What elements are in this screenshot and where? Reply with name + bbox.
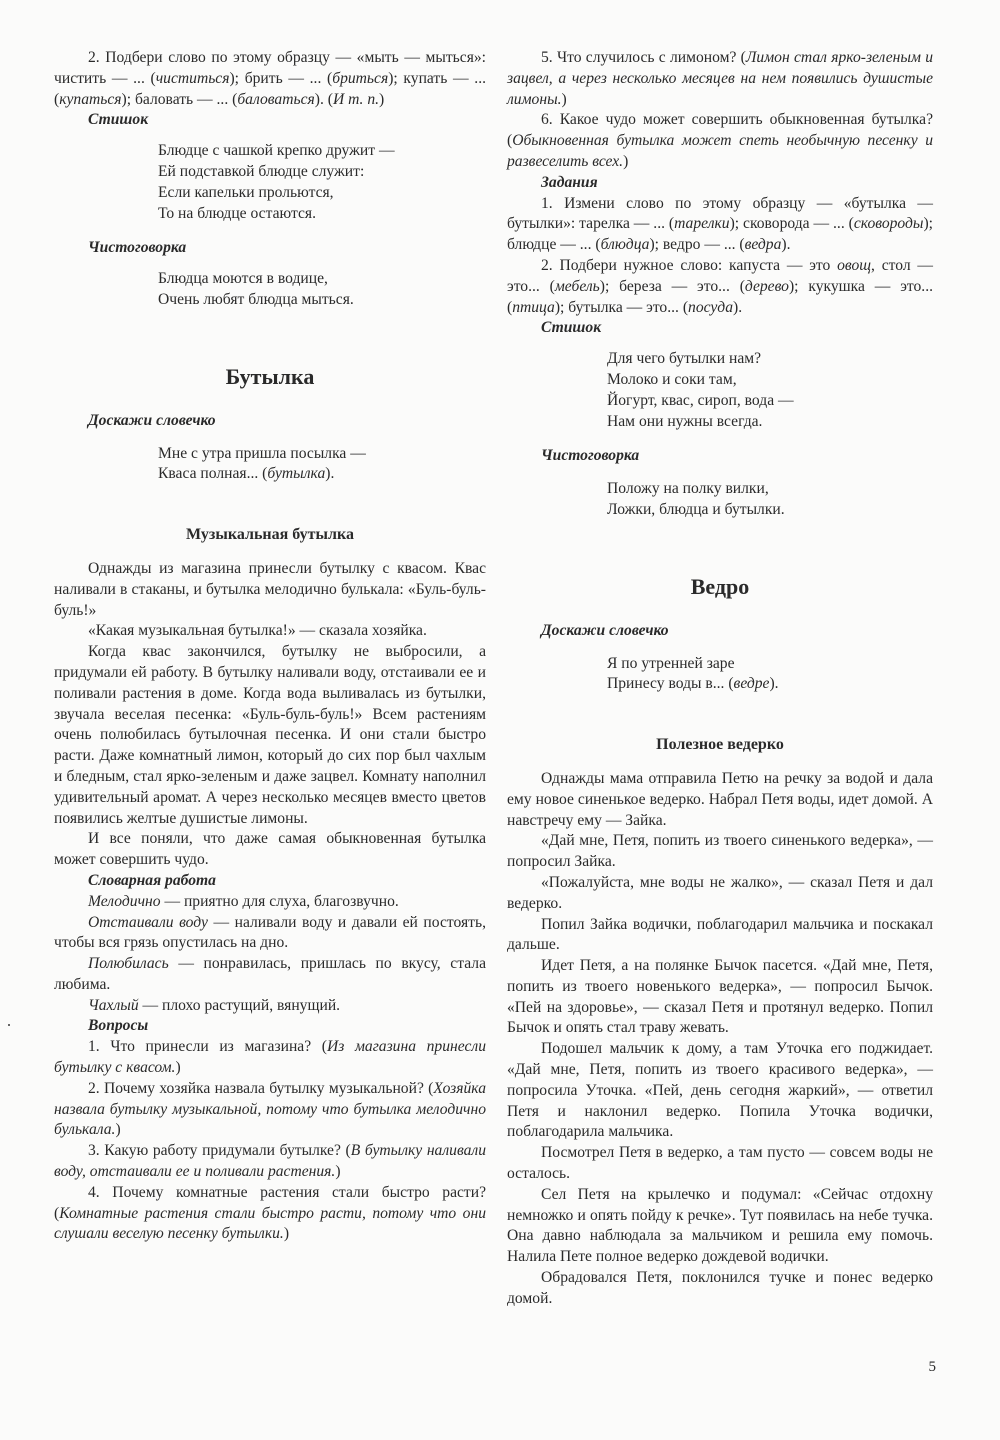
question [54,1079,486,1141]
story-body [54,559,486,871]
question-text: ) [561,90,567,108]
stishok-poem [607,349,933,432]
exercise-text: ); купать — ... ( [54,69,487,108]
paragraph: «Какая музыкальная бутылка!» — сказала хозяйка. [88,622,427,640]
question-text: 2. Почему хозяйка назвала бутылку музыкальной? ( [88,1079,434,1097]
answer: тарелки [674,215,730,233]
question-text: 4. Почему комнатные растения стали быстро расти? ( [54,1183,486,1222]
exercise-text: 2. Подбери нужное слово: капуста — это [541,256,838,274]
exercise-text: ); баловать — ... ( [121,90,238,108]
exercise-text: , стол — это... ( [507,256,933,295]
answer: блюдца [600,236,650,254]
exercise-text: ); бутылка — это... ( [554,298,689,316]
question-text: ) [283,1225,290,1243]
question-text: 6. Какое чудо может совершить обыкновенная бутылка? ( [507,111,933,150]
paragraph: Обрадовался Петя, поклонился тучке и понес ведерко домой. [507,1269,933,1307]
answer: посуда [688,298,733,316]
vocab-item [54,913,486,955]
section-title-butylka: Бутылка [225,363,315,389]
poem-line: Блюдце с чашкой крепко дружит — [158,142,395,160]
right-column [507,48,933,1310]
answer: баловаться [237,90,315,108]
poem-line: Положу на полку вилки, [607,480,769,498]
doskazhi-heading: Доскажи словечко [88,411,216,429]
question [54,1037,486,1079]
exercise-text: ); брить — ... ( [229,69,333,87]
question-text: 5. Что случилось с лимоном? ( [541,49,746,66]
exercise-text: ); сковорода — ... ( [729,215,854,233]
poem-line: Я по утренней заре [607,654,735,672]
vocab-def: — плохо растущий, вянущий. [138,996,341,1014]
doskazhi-poem [607,654,933,696]
answer: овощ [837,256,872,274]
poem-line: Блюдца моются в водице, [158,270,328,288]
poem-line: Ложки, блюдца и бутылки. [607,500,785,518]
answer: В бутылку наливали воду, отстаивали ее и поливали растения. [54,1142,487,1181]
answer: бутылка [267,465,326,483]
story-title: Музыкальная бутылка [186,526,354,544]
poem-line [158,464,486,485]
exercise-text: 2. Подбери слово по этому образцу — «мыть — мыться»: чистить — ... ( [54,49,486,87]
answer: птица [512,298,555,316]
answer: чиститься [155,69,230,87]
question-text: 3. Какую работу придумали бутылке? ( [88,1142,351,1160]
exercise-text: ). [781,236,791,254]
chistogovorka-poem [158,269,486,311]
exercise-1 [507,194,933,256]
answer: сковороды [853,215,924,233]
question-text: 1. Что принесли из магазина? ( [88,1038,327,1056]
paragraph: Однажды мама отправила Петю на речку за водой и дала ему новое синенькое ведерко. Набрал Петя воды, идет домой. А навстречу ему — Зайка. [507,769,933,829]
poem-line: Молоко и соки там, [607,370,737,388]
poem-text: ). [325,465,335,483]
question-text: ) [623,152,629,170]
poem-line: Йогурт, квас, сироп, вода — [607,391,794,409]
vocab-term: Полюбилась [88,955,169,973]
story-body [507,769,933,1310]
poem-line: То на блюдце остаются. [158,204,316,222]
answer: Обыкновенная бутылка может спеть необычную песенку и развеселить всех. [507,132,933,170]
vocab-term: Чахлый [88,996,139,1014]
answer: ведре [733,675,770,693]
vocab-def: — приятно для слуха, благозвучно. [160,892,399,910]
vocab-def: — наливали воду и давали ей постоять, чтобы вся грязь опустилась на дно. [54,913,486,952]
chistogovorka-heading: Чистоговорка [88,239,187,257]
paragraph: И все поняли, что даже самая обыкновенная бутылка может совершить чудо. [54,830,486,869]
exercise-text: ) [379,90,385,108]
answer: бриться [332,69,389,87]
paragraph: Когда квас закончился, бутылку не выбросили, а придумали ей работу. В бутылку наливали воду, отстаивали ее и поливали растения в доме. Когда вода выливалась из бутылки, звучала веселая песенка: «Буль-буль-буль!» Всем растениям очень полюбилась бутылочная песенка. И они стали быстро расти. Даже комнатный лимон, который до сих пор был чахлым и бледным, стал ярко-зеленым и даже зацвел. Комнату наполнил удивительный аромат. А через несколько месяцев вместо цветов появились желтые душистые лимоны. [54,643,486,827]
answer: купаться [59,90,122,108]
answer: Лимон стал ярко-зеленым и зацвел, а через несколько месяцев на нем появились душистые лимоны. [507,49,933,108]
left-column [54,48,486,1245]
scan-speck [8,1024,10,1026]
answer: ведра [744,236,782,254]
exercise-text: ); кукушка — это... ( [507,277,933,316]
exercise-text: ). ( [314,90,333,108]
stishok-poem [158,141,486,224]
vocab-item [54,996,486,1017]
question-text: ) [175,1059,181,1077]
poem-line: Нам они нужны всегда. [607,412,763,430]
paragraph: «Пожалуйста, мне воды не жалко», — сказал Петя и дал ведерко. [507,873,933,912]
zadaniya-heading: Задания [541,173,598,191]
question [507,48,933,110]
poem-line: Ей подставкой блюдце служит: [158,162,365,180]
stishok-heading: Стишок [88,111,149,129]
poem-line: Для чего бутылки нам? [607,350,762,368]
stishok-heading: Стишок [541,319,602,337]
exercise-text: ); береза — это... ( [599,277,745,295]
paragraph: Идет Петя, а на полянке Бычок пасется. «Дай мне, Петя, попить из твоего новенького ведерка», — попросил Бычок. «Пей на здоровье», — сказал Петя и протянул ведерко. Попил Бычок и опять стал траву жевать. [507,957,933,1037]
answer: мебель [554,277,600,295]
section-title-vedro: Ведро [690,573,750,599]
question [507,110,933,172]
chistogovorka-heading: Чистоговорка [541,447,640,465]
vocab-item [54,892,486,913]
question-text: ) [335,1163,341,1181]
questions-heading: Вопросы [88,1017,149,1035]
story-title: Полезное ведерко [656,736,784,754]
exercise-text: ). [733,298,743,316]
vocab-item [54,954,486,996]
exercise-text: ); блюдце — ... ( [507,215,933,254]
vocab-heading: Словарная работа [88,871,216,889]
answer: Хозяйка назвала бутылку музыкальной, потому что бутылка мелодично булькала. [54,1079,486,1139]
question-text: ) [115,1121,121,1139]
doskazhi-heading: Доскажи словечко [541,621,669,639]
question [54,1183,486,1245]
question [54,1141,486,1183]
paragraph: Посмотрел Петя в ведерко, а там пусто — совсем воды не осталось. [507,1144,933,1183]
poem-line: Если капельки прольются, [158,183,334,201]
paragraph: Подошел мальчик к дому, а там Уточка его поджидает. «Дай мне, Петя, попить из твоего красивого ведерка», — попросила Уточка. «Пей, день сегодня жаркий», — ответил Петя и наклонил ведерко. Попила Уточка водички, поблагодарила мальчика. [507,1040,933,1141]
answer: дерево [744,277,789,295]
poem-line: Мне с утра пришла посылка — [158,444,366,462]
paragraph: Сел Петя на крылечко и подумал: «Сейчас отдохну немножко и опять пойду к речке». Тут появилась на небе тучка. Она давно наблюдала за мальчиком и решила ему помочь. Налила Пете полное ведерко дождевой водички. [507,1185,933,1266]
exercise-2 [54,48,486,110]
paragraph: Попил Зайка водички, поблагодарил мальчика и поскакал дальше. [507,915,933,954]
poem-text: Кваса полная... ( [158,465,268,483]
paragraph: Однажды из магазина принесли бутылку с квасом. Квас наливали в стаканы, и бутылка мелодично булькала: «Буль-буль-буль!» [54,559,486,619]
chistogovorka-poem [607,479,933,521]
exercise-text: ); ведро — ... ( [649,236,745,254]
vocab-def: — понравилась, пришлась по вкусу, стала любима. [54,955,486,993]
poem-text: Принесу воды в... ( [607,675,734,693]
exercise-text: 1. Измени слово по этому образцу — «бутылка — бутылки»: тарелка — ... ( [507,194,933,233]
answer: Из магазина принесли бутылку с квасом. [54,1038,486,1077]
poem-line: Очень любят блюдца мыться. [158,290,354,308]
exercise-2 [507,256,933,318]
answer: И т. п. [332,90,380,108]
page-number: 5 [928,1359,936,1376]
poem-line [607,674,933,695]
vocab-term: Мелодично [88,892,161,910]
doskazhi-poem [158,444,486,486]
paragraph: «Дай мне, Петя, попить из твоего синенького ведерка», — попросил Зайка. [507,832,933,871]
poem-text: ). [769,675,779,693]
answer: Комнатные растения стали быстро расти, потому что они слушали веселую песенку бутылки. [54,1204,486,1243]
vocab-term: Отстаивали воду [88,913,208,931]
